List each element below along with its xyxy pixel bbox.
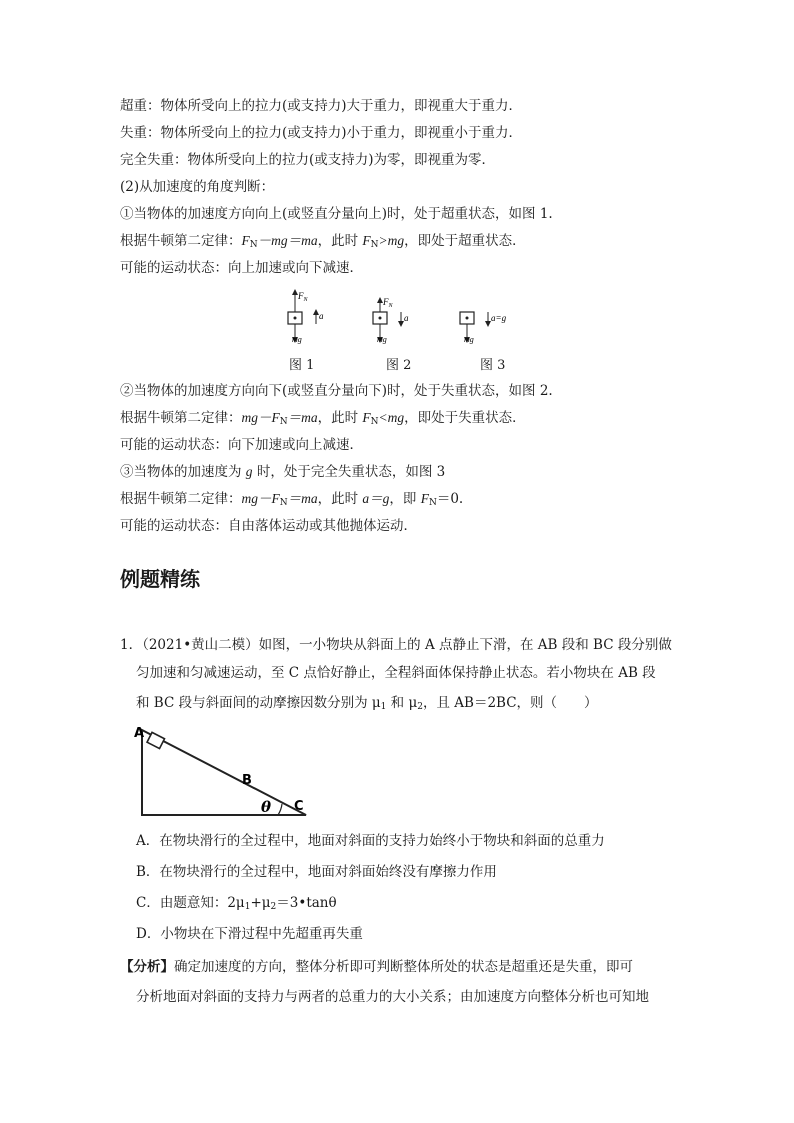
section-heading: 例题精练 [120, 567, 200, 591]
text-line-case2: ②当物体的加速度方向向下(或竖直分量向下)时，处于失重状态，如图 2. [120, 383, 553, 399]
figure-2 [373, 297, 409, 344]
text-line-newton1: 根据牛顿第二定律：$F_N-mg=ma$，此时 $F_N>mg$，即处于超重状态． [120, 233, 526, 250]
option-b[interactable]: B．在物块滑行的全过程中，地面对斜面始终没有摩擦力作用 [136, 864, 497, 880]
figure-3 [460, 312, 507, 344]
svg-text:a=g: a=g [491, 313, 507, 323]
option-c[interactable]: C．由题意知：$2\mu_1+\mu_2=3•\tan\theta$ [136, 895, 337, 912]
text-line-motion1: 可能的运动状态：向上加速或向下减速． [120, 260, 363, 276]
text-line-newton2: 根据牛顿第二定律：$mg-F_N=ma$，此时 $F_N<mg$，即处于失重状态． [120, 410, 526, 427]
text-line-motion3: 可能的运动状态：自由落体运动或其他抛体运动． [120, 518, 417, 534]
svg-text:a: a [319, 311, 324, 321]
analysis-line2: 分析地面对斜面的支持力与两者的总重力的大小关系；由加速度方向整体分析也可知地 [136, 989, 649, 1005]
question-stem-line3: 和 BC 段与斜面间的动摩擦因数分别为 $\mu_1$ 和 $\mu_2$，且 AB＝2BC，则（ ） [136, 695, 598, 712]
text-line-case3: ③当物体的加速度为 g 时，处于完全失重状态，如图 3 [120, 464, 446, 480]
text-line-weightless: 失重：物体所受向上的拉力(或支持力)小于重力，即视重小于重力． [120, 125, 523, 141]
figure-1 [288, 291, 324, 344]
figure-2-label: 图 2 [386, 358, 412, 373]
svg-text:a: a [404, 313, 409, 323]
option-d[interactable]: D．小物块在下滑过程中先超重再失重 [136, 926, 363, 942]
question-stem-line2: 匀加速和匀减速运动，至 C 点恰好静止，全程斜面体保持静止状态。若小物块在 AB 段 [136, 665, 656, 681]
label-B: B [242, 773, 252, 788]
text-line-case1: ①当物体的加速度方向向上(或竖直分量向上)时，处于超重状态，如图 1. [120, 206, 553, 222]
text-line-complete-weightless: 完全失重：物体所受向上的拉力(或支持力)为零，即视重为零． [120, 152, 496, 168]
label-C: C [294, 799, 304, 814]
question-stem-line1: 1．（2021•黄山二模）如图，一小物块从斜面上的 A 点静止下滑，在 AB 段和 BC 段分别做 [120, 637, 672, 653]
incline-diagram [130, 724, 320, 820]
incline-triangle [142, 730, 306, 815]
svg-text:FN: $F_N$ [383, 297, 393, 309]
text-line-overweight: 超重：物体所受向上的拉力(或支持力)大于重力，即视重大于重力． [120, 98, 523, 114]
svg-text:mg: mg [464, 335, 474, 344]
figure-3-label: 图 3 [480, 358, 506, 373]
option-a[interactable]: A．在物块滑行的全过程中，地面对斜面的支持力始终小于物块和斜面的总重力 [136, 833, 605, 849]
analysis-tag: 【分析】 [120, 959, 174, 975]
force-diagrams [270, 284, 530, 350]
label-theta: θ [261, 798, 272, 816]
svg-text:FN: $F_N$ [298, 291, 308, 303]
text-line-motion2: 可能的运动状态：向下加速或向上减速． [120, 437, 363, 453]
label-A: A [134, 726, 145, 741]
svg-text:mg: mg [292, 335, 302, 344]
svg-text:mg: mg [377, 335, 387, 344]
figure-1-label: 图 1 [289, 358, 315, 373]
analysis-line1: 【分析】确定加速度的方向，整体分析即可判断整体所处的状态是超重还是失重，即可 [120, 959, 633, 975]
text-line-newton3: 根据牛顿第二定律：$mg-F_N=ma$，此时 a＝g，即 $F_N=0$. [120, 491, 464, 508]
text-line-accel-heading: (2)从加速度的角度判断： [120, 179, 275, 195]
